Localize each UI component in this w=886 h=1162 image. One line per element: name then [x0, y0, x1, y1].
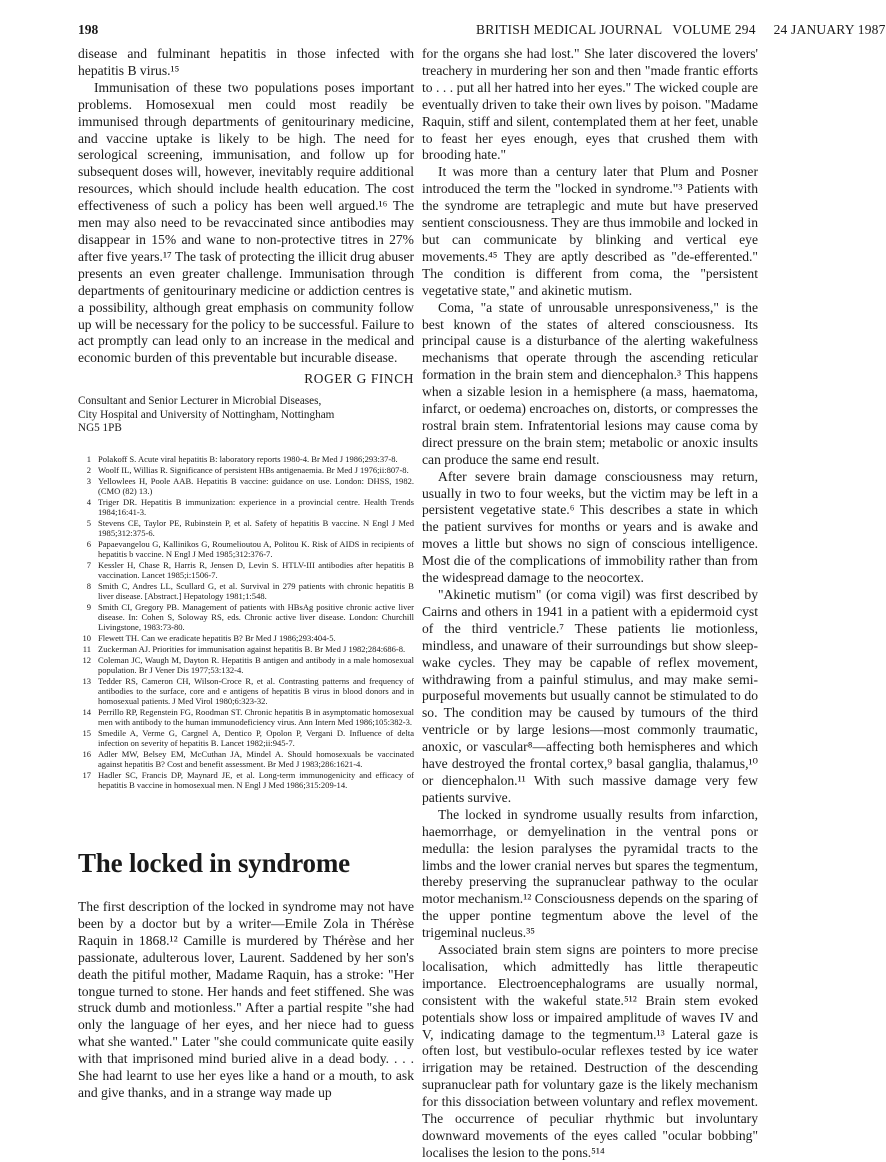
- journal-running-head: BRITISH MEDICAL JOURNAL VOLUME 294 24 JANUARY 1987: [476, 22, 886, 37]
- author-affiliation: Consultant and Senior Lecturer in Microbial Diseases, City Hospital and University of Nottingham, Nottingham NG5 1PB: [78, 395, 335, 435]
- body-paragraph: Immunisation of these two populations poses important problems. Homosexual men could most readily be immunised through departments of genitourinary medicine, and vaccine uptake is likely to be high. The need for serological screening, immunisation, and follow up for subsequent doses will, however, inevitably require additional resources, which should include health education. The cost effectiveness of such a policy has been well argued.¹⁶ The men may also need to be revaccinated since antibodies may disappear in 15% and wane to non-protective titres in 27% after five years.¹⁷ The task of protecting the illicit drug abuser presents an even greater challenge. Immunisation through departments of genitourinary medicine or addiction centres is a possibility, although great emphasis on community follow up will be necessary for the policy to be successful. Failure to act promptly can lead only to an increase in the medical and economic burden of this preventable but incurable disease.: [78, 79, 414, 366]
- left-column-upper: [78, 46, 414, 790]
- body-paragraph: The locked in syndrome usually results from infarction, haemorrhage, or demyelination in the ventral pons or medulla: the lesion paralyses the pyramidal tracts to the limbs and the lower cranial nerves but spares the tegmentum, thereby preserving the supranuclear pathway to the ocular motor mechanism.¹² Consciousness depends on the sparing of the upper pontine tegmentum above the level of the trigeminal nucleus.³⁵: [422, 806, 758, 941]
- article-title: The locked in syndrome: [78, 848, 350, 878]
- reference-item: 16 Adler MW, Belsey EM, McCuthan JA, Mindel A. Should homosexuals be vaccinated against hepatitis B? Cost and benefit assessment. Br Med J 1983;286:1621-4.: [82, 748, 414, 769]
- reference-item: 2 Woolf IL, Willias R. Significance of persistent HBs antigenaemia. Br Med J 1976;ii:807-8.: [86, 464, 409, 475]
- author-signature: ROGER G FINCH: [304, 371, 414, 387]
- reference-item: 9 Smith CI, Gregory PB. Management of patients with HBsAg positive chronic active liver disease. In: Cohen S, Soloway RS, eds. Chronic active liver disease. London: Churchill Livingstone, 1983:73-80.: [86, 601, 414, 632]
- left-column-lower: [78, 899, 414, 1102]
- reference-item: 1 Polakoff S. Acute viral hepatitis B: laboratory reports 1980-4. Br Med J 1986;293:37-8.: [86, 454, 398, 464]
- reference-item: 5 Stevens CE, Taylor PE, Rubinstein P, et al. Safety of hepatitis B vaccine. N Engl J Med 1985;312:375-6.: [86, 517, 414, 538]
- right-column: [422, 46, 758, 1162]
- reference-item: 17 Hadler SC, Francis DP, Maynard JE, et al. Long-term immunogenicity and efficacy of hepatitis B vaccine in homosexual men. N Engl J Med 1986;315:209-14.: [82, 769, 414, 790]
- reference-item: 4 Triger DR. Hepatitis B immunization: experience in a provincial centre. Health Trends 1984;16:41-3.: [86, 496, 414, 517]
- reference-item: 7 Kessler H, Chase R, Harris R, Jensen D, Levin S. HTLV-III antibodies after hepatitis B vaccination. Lancet 1985;i:1506-7.: [86, 559, 414, 580]
- reference-item: 11 Zuckerman AJ. Priorities for immunisation against hepatitis B. Br Med J 1982;284:686-8.: [82, 643, 406, 654]
- body-paragraph: Associated brain stem signs are pointers to more precise localisation, which admittedly has little therapeutic importance. Electroencephalograms are usually normal, consistent with the wakeful state.⁵¹² Brain stem evoked potentials show loss or impaired amplitude of waves IV and V, indicating damage to the tegmentum.¹³ Lateral gaze is often lost, but vestibulo-ocular reflexes tested by ice water irrigation may be retained. Destruction of the descending supranuclear path for voluntary gaze is the likely mechanism for this dissociation between voluntary and reflex movement. The occurrence of peculiar rhythmic but involuntary downward movements of the eyes called "ocular bobbing" localises the lesion to the pons.⁵¹⁴: [422, 942, 758, 1160]
- body-paragraph: Coma, "a state of unrousable unresponsiveness," is the best known of the states of altered consciousness. Its principal cause is a disturbance of the alerting wakefulness mechanisms that operate through the ascending reticular formation in the brain stem and diencephalon.³ This happens when a sizable lesion in a hemisphere (a mass, haematoma, infarct, or oedema) encroaches on, distorts, or compresses the rostral brain stem. Infratentorial lesions may cause coma by direct pressure on the brain stem; metabolic or anoxic insults can produce the same end result.: [422, 299, 758, 467]
- reference-item: 12 Coleman JC, Waugh M, Dayton R. Hepatitis B antigen and antibody in a male homosexual population. Br J Vener Dis 1977;53:132-4.: [82, 654, 414, 675]
- reference-item: 8 Smith C, Andres LL, Scullard G, et al. Survival in 279 patients with chronic hepatitis B liver disease. [Abstract.] Hepatology 1981;1:548.: [86, 580, 414, 601]
- body-paragraph: for the organs she had lost." She later discovered the lovers' treachery in murdering her son and then "made frantic efforts to . . . put all her hatred into her eyes." The wicked couple are eventually driven to take their own lives by poison. "Madame Raquin, stiff and silent, contemplated them at her feet, unable to feast her eyes enough, eyes that crushed them with brooding hate.": [422, 46, 758, 163]
- reference-item: 3 Yellowlees H, Poole AAB. Hepatitis B vaccine: guidance on use. London: DHSS, 1982. (CMO (82) 13.): [86, 475, 414, 496]
- body-paragraph: The first description of the locked in syndrome may not have been by a doctor but by a writer—Emile Zola in Thérèse Raquin in 1868.¹² Camille is murdered by Thérèse and her passionate, adulterous lover, Laurent. Saddened by her son's death the pitiful mother, Madame Raquin, has a stroke: "Her tongue turned to stone. Her hands and feet stiffened. She was struck dumb and motionless." After a partial respite "she had only the language of her eyes, and her niece had to guess what she wanted." Later "she could communicate quite easily with that imprisoned mind buried alive in a dead body. . . . She had learnt to use her eyes like a hand or a mouth, to ask and give thanks, and in a strange way made up: [78, 899, 414, 1100]
- reference-item: 14 Perrillo RP, Regenstein FG, Roodman ST. Chronic hepatitis B in asymptomatic homosexual men with antibody to the human immunodeficiency virus. Ann Intern Med 1986;105:382-3.: [82, 706, 414, 727]
- reference-item: 13 Tedder RS, Cameron CH, Wilson-Croce R, et al. Contrasting patterns and frequency of antibodies to the surface, core and e antigens of hepatitis B virus in blood donors and in homosexual patients. J Med Virol 1980;6:323-32.: [82, 675, 414, 706]
- reference-item: 10 Flewett TH. Can we eradicate hepatitis B? Br Med J 1986;293:404-5.: [82, 632, 336, 643]
- reference-item: 15 Smedile A, Verme G, Cargnel A, Dentico P, Opolon P, Vergani D. Influence of delta infection on severity of hepatitis B. Lancet 1982;ii:945-7.: [82, 727, 414, 748]
- reference-item: 6 Papaevangelou G, Kallinikos G, Roumelioutou A, Politou K. Risk of AIDS in recipients of hepatitis b vaccine. N Engl J Med 1985;312:376-7.: [86, 538, 414, 559]
- body-paragraph: It was more than a century later that Plum and Posner introduced the term the "locked in syndrome."³ Patients with the syndrome are tetraplegic and mute but have preserved sentient consciousness. They are thus immobile and locked in but can communicate by blinking and vertical eye movements.⁴⁵ They are aptly described as "de-efferented." The condition is different from coma, the "persistent vegetative state," and akinetic mutism.: [422, 164, 758, 298]
- page-number: 198: [78, 22, 99, 37]
- reference-list: [78, 454, 414, 790]
- body-paragraph: After severe brain damage consciousness may return, usually in two to four weeks, but the victim may be left in a persistent vegetative state.⁶ This describes a state in which the patient survives for months or years and is awake and moves a little but shows no sign of conscious intelligence. Most die of the complications of immobility rather than from the widespread damage to the neocortex.: [422, 468, 758, 586]
- page-header: [78, 22, 886, 42]
- body-paragraph: disease and fulminant hepatitis in those infected with hepatitis B virus.¹⁵: [78, 46, 414, 78]
- body-paragraph: "Akinetic mutism" (or coma vigil) was first described by Cairns and others in 1941 in a patient with a epidermoid cyst of the third ventricle.⁷ These patients lie motionless, mindless, and unaware of their surroundings but show sleep-wake cycles. They may be capable of reflex movement, withdrawing from a painful stimulus, and may make semi-purposeful movements but usually cannot be stimulated to do so. The condition may be caused by tumours of the third ventricle or by large lesions—most commonly traumatic, anoxic, or vascular⁸—affecting both hemispheres and which have destroyed the frontal cortex,⁹ basal ganglia, thalamus,¹⁰ or diencephalon.¹¹ With such massive damage very few patients survive.: [422, 587, 758, 805]
